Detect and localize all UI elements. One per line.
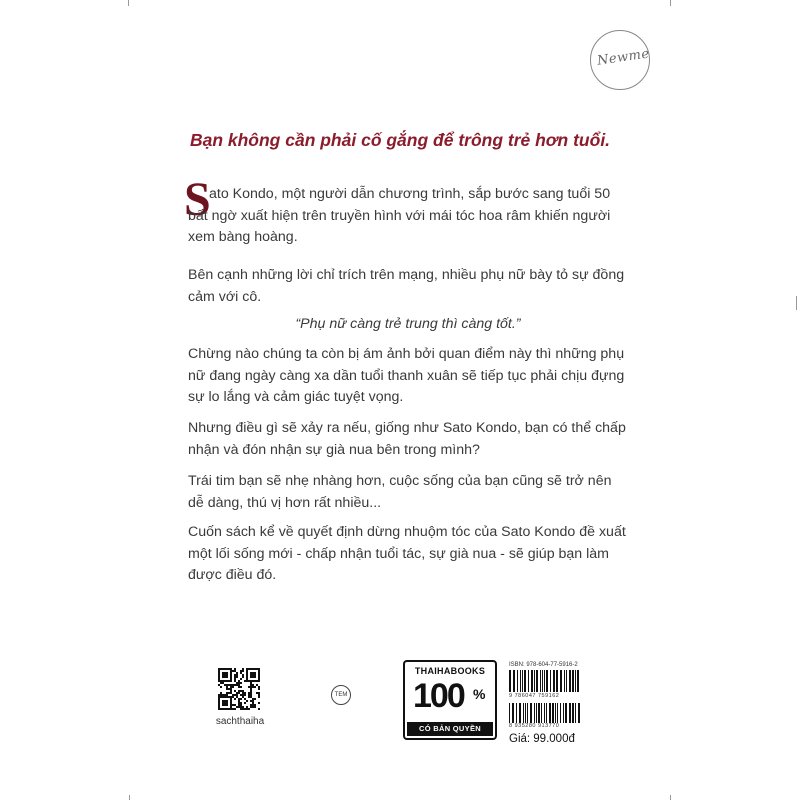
paragraph-5: Trái tim bạn sẽ nhẹ nhàng hơn, cuộc sống của bạn cũng sẽ trở nên dễ dàng, thú vị hơn rất nhiều... — [188, 473, 612, 511]
qr-module — [236, 676, 238, 678]
barcode-bar — [527, 703, 528, 723]
barcode-bar — [544, 670, 545, 692]
isbn-text: ISBN: 978-604-77-5916-2 — [509, 662, 578, 668]
crop-mark — [670, 795, 671, 800]
barcode-bar — [550, 670, 551, 692]
qr-module — [246, 700, 248, 702]
paragraph-4: Nhưng điều gì sẽ xảy ra nếu, giống như Sato Kondo, bạn có thể chấp nhận và đón nhận sự già nua bên trong mình? — [188, 420, 626, 458]
barcode-bar — [509, 670, 511, 692]
crop-mark — [796, 296, 797, 310]
barcode-bar — [569, 670, 571, 692]
qr-module — [240, 698, 242, 700]
barcode-bar — [538, 703, 540, 723]
barcode-bar — [530, 703, 532, 723]
qr-module — [234, 708, 236, 710]
qr-module — [232, 686, 234, 688]
qr-module — [254, 698, 256, 700]
qr-module — [258, 696, 260, 698]
barcode-bar — [556, 670, 558, 692]
qr-module — [244, 702, 246, 704]
newme-logo-text: Newme — [596, 46, 651, 69]
barcode-bar — [520, 670, 521, 692]
barcode-bar — [513, 670, 515, 692]
qr-label: sachthaiha — [215, 716, 265, 727]
qr-module — [230, 680, 232, 682]
barcode-bar — [528, 670, 529, 692]
barcode-bar — [516, 703, 517, 723]
badge-publisher: THAIHABOOKS — [414, 666, 486, 676]
barcode-bar — [575, 703, 576, 723]
barcode-bar — [517, 670, 518, 692]
barcode-bar — [525, 703, 526, 723]
newme-logo — [590, 30, 650, 90]
paragraph-1 — [188, 184, 628, 249]
qr-module — [258, 702, 260, 704]
barcode-bar — [546, 703, 547, 723]
barcode-bar — [552, 703, 554, 723]
barcode-bar — [560, 703, 561, 723]
barcode-bar — [523, 703, 524, 723]
qr-module — [240, 682, 242, 684]
qr-module — [254, 706, 256, 708]
crop-mark — [128, 0, 129, 6]
qr-module — [242, 676, 244, 678]
barcode-bar — [566, 670, 567, 692]
qr-module — [226, 676, 228, 678]
pull-quote: “Phụ nữ càng trẻ trung thì càng tốt.” — [295, 316, 521, 332]
barcode-bar — [564, 670, 565, 692]
dropcap-letter: S — [184, 173, 211, 226]
product-barcode — [509, 703, 581, 723]
barcode-bar — [509, 703, 510, 723]
barcode-bar — [536, 670, 538, 692]
qr-code — [218, 668, 260, 710]
barcode-bar — [536, 703, 537, 723]
barcode-bar — [546, 670, 548, 692]
badge-copyright-label: CÓ BẢN QUYỀN — [407, 722, 493, 736]
barcode-bar — [578, 703, 580, 723]
badge-number: 100 — [413, 677, 464, 715]
qr-module — [254, 686, 256, 688]
paragraph-1-line: bất ngờ xuất hiện trên truyền hình với mái tóc hoa râm khiến người — [188, 207, 611, 224]
barcode-bar — [524, 670, 526, 692]
paragraph-2: Bên cạnh những lời chỉ trích trên mạng, nhiều phụ nữ bày tỏ sự đồng cảm với cô. — [188, 267, 625, 305]
barcode-bar — [549, 703, 551, 723]
crop-mark — [129, 795, 130, 800]
qr-module — [254, 676, 256, 678]
paragraph-1-line: xem bàng hoàng. — [188, 229, 298, 245]
barcode-bar — [540, 670, 541, 692]
barcode-bar — [572, 703, 574, 723]
barcode-bar — [522, 670, 523, 692]
qr-module — [240, 686, 242, 688]
barcode-bar — [577, 670, 579, 692]
price-label: Giá: 99.000đ — [509, 733, 575, 745]
barcode-bar — [557, 703, 558, 723]
barcode-bar — [575, 670, 576, 692]
qr-module — [258, 708, 260, 710]
barcode-bar — [560, 670, 562, 692]
barcode-bar — [565, 703, 567, 723]
barcode-bar — [572, 670, 574, 692]
headline: Bạn không cần phải cố gắng để trông trẻ hơn tuổi. — [189, 130, 611, 150]
barcode-bar — [553, 670, 555, 692]
paragraph-1-line: ato Kondo, một người dẫn chương trình, sắp bước sang tuổi 50 — [209, 186, 611, 202]
qr-module — [258, 680, 260, 682]
qr-module — [258, 688, 260, 690]
barcode-bar — [534, 703, 535, 723]
barcode-bar — [534, 670, 535, 692]
paragraph-6: Cuốn sách kể về quyết định dừng nhuộm tóc của Sato Kondo đề xuất một lối sống mới - chấp nhận tuổi tác, sự già nua - sẽ giúp bạn làm được điều đó. — [188, 524, 626, 583]
isbn-barcode-number: 9 786047 759162 — [509, 693, 560, 699]
product-barcode-number: 8 935280 913770 — [509, 723, 560, 729]
barcode-bar — [563, 703, 564, 723]
barcode-bar — [544, 703, 545, 723]
copyright-badge — [403, 660, 497, 740]
qr-module — [234, 698, 236, 700]
barcode-bar — [542, 670, 543, 692]
qr-module — [226, 704, 228, 706]
tem-stamp: TEM — [331, 685, 351, 705]
barcode-bar — [512, 703, 514, 723]
barcode-bar — [541, 703, 542, 723]
qr-module — [240, 678, 242, 680]
crop-mark — [670, 0, 671, 6]
barcode-bar — [531, 670, 533, 692]
qr-module — [220, 686, 222, 688]
barcode-bar — [519, 703, 521, 723]
isbn-barcode — [509, 670, 581, 692]
barcode-bar — [569, 703, 571, 723]
qr-module — [242, 670, 244, 672]
paragraph-3: Chừng nào chúng ta còn bị ám ảnh bởi quan điểm này thì những phụ nữ đang ngày càng xa dần tuổi thanh xuân sẽ tiếp tục phải chịu đựng sự lo lắng và cảm giác tuyệt vọng. — [188, 346, 625, 405]
qr-module — [244, 694, 246, 696]
badge-percent: % — [473, 686, 486, 702]
qr-module — [248, 708, 250, 710]
barcode-bar — [555, 703, 556, 723]
